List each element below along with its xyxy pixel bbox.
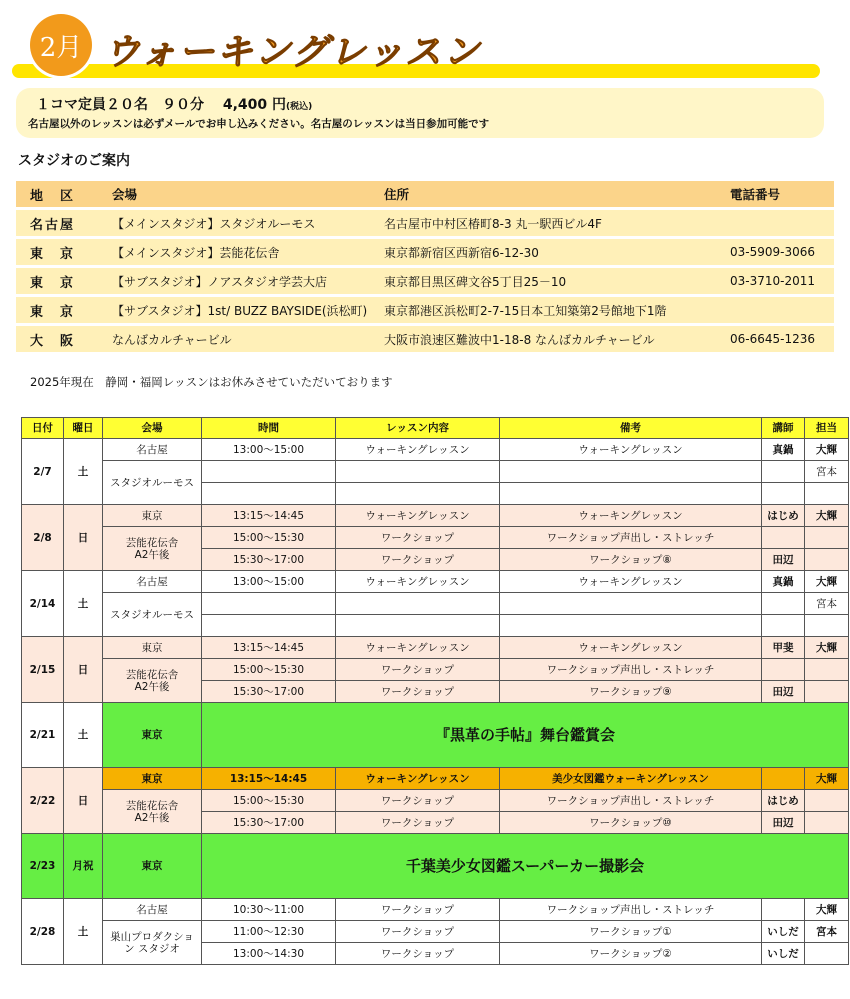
table-row (22, 834, 849, 899)
remarks: ワークショップ声出し・ストレッチ (500, 527, 762, 549)
table-row (22, 703, 849, 768)
day: 日 (64, 768, 103, 834)
col-staff: 担当 (805, 418, 849, 439)
lesson: ワークショップ (336, 681, 500, 703)
instructor: 真鍋 (762, 571, 805, 593)
venue: スタジオルーモス (103, 461, 202, 505)
instructor: いしだ (762, 943, 805, 965)
time: 15:00～15:30 (202, 659, 336, 681)
instructor: 真鍋 (762, 439, 805, 461)
date: 2/21 (22, 703, 64, 768)
col-venue: 会場 (112, 181, 384, 207)
staff: 宮本 (805, 921, 849, 943)
col-venue: 会場 (103, 418, 202, 439)
city: 東京 (103, 637, 202, 659)
address: 東京都港区浜松町2-7-15日本工知築第2号館地下1階 (384, 297, 730, 323)
day: 土 (64, 439, 103, 505)
date: 2/23 (22, 834, 64, 899)
schedule-table (21, 417, 849, 965)
phone: 03-3710-2011 (730, 268, 834, 294)
day: 土 (64, 899, 103, 965)
area: 東 京 (16, 239, 112, 265)
col-date: 日付 (22, 418, 64, 439)
staff: 大輝 (805, 505, 849, 527)
venue: 芸能花伝舎 A2午後 (103, 527, 202, 571)
time: 15:00～15:30 (202, 790, 336, 812)
date: 2/22 (22, 768, 64, 834)
venue: 芸能花伝舎 A2午後 (103, 659, 202, 703)
instructor: はじめ (762, 505, 805, 527)
closure-note: 2025年現在 静岡・福岡レッスンはお休みさせていただいております (30, 375, 393, 389)
table-row (22, 593, 849, 615)
venue: 【メインスタジオ】芸能花伝舎 (112, 239, 384, 265)
table-row (22, 921, 849, 943)
time: 15:00～15:30 (202, 527, 336, 549)
staff: 大輝 (805, 768, 849, 790)
remarks: ウォーキングレッスン (500, 571, 762, 593)
city: 名古屋 (103, 439, 202, 461)
remarks: ワークショップ⑨ (500, 681, 762, 703)
col-day: 曜日 (64, 418, 103, 439)
lesson: ワークショップ (336, 921, 500, 943)
day: 土 (64, 571, 103, 637)
city: 東京 (103, 834, 202, 899)
time: 15:30～17:00 (202, 681, 336, 703)
venue: なんばカルチャービル (112, 326, 384, 352)
table-row (22, 571, 849, 593)
application-note: 名古屋以外のレッスンは必ずメールでお申し込みください。名古屋のレッスンは当日参加可能です (28, 118, 490, 130)
remarks: ウォーキングレッスン (500, 505, 762, 527)
studio-header-row (16, 181, 834, 207)
address: 大阪市浪速区難波中1-18-8 なんばカルチャービル (384, 326, 730, 352)
phone: 03-5909-3066 (730, 239, 834, 265)
table-row (22, 439, 849, 461)
studio-table (16, 178, 834, 355)
date: 2/15 (22, 637, 64, 703)
col-lesson: レッスン内容 (336, 418, 500, 439)
col-instructor: 講師 (762, 418, 805, 439)
lesson: ワークショップ (336, 527, 500, 549)
event-title: 『黒革の手帖』舞台鑑賞会 (202, 703, 849, 768)
lesson: ウォーキングレッスン (336, 571, 500, 593)
studio-row (16, 268, 834, 294)
studio-heading: スタジオのご案内 (18, 153, 130, 169)
time: 10:30～11:00 (202, 899, 336, 921)
venue: 【サブスタジオ】1st/ BUZZ BAYSIDE(浜松町) (112, 297, 384, 323)
month-badge: 2月 (30, 14, 92, 76)
remarks: ワークショップ声出し・ストレッチ (500, 790, 762, 812)
instructor: いしだ (762, 921, 805, 943)
staff: 大輝 (805, 571, 849, 593)
lesson: ワークショップ (336, 549, 500, 571)
date: 2/14 (22, 571, 64, 637)
phone: 06-6645-1236 (730, 326, 834, 352)
col-remarks: 備考 (500, 418, 762, 439)
instructor: 甲斐 (762, 637, 805, 659)
staff: 宮本 (805, 593, 849, 615)
lesson: ウォーキングレッスン (336, 505, 500, 527)
tax-label: (税込) (286, 102, 313, 112)
time: 15:30～17:00 (202, 549, 336, 571)
venue: スタジオルーモス (103, 593, 202, 637)
staff: 大輝 (805, 637, 849, 659)
phone (730, 297, 834, 323)
city: 東京 (103, 768, 202, 790)
date: 2/7 (22, 439, 64, 505)
address: 東京都新宿区西新宿6-12-30 (384, 239, 730, 265)
remarks: ワークショップ声出し・ストレッチ (500, 659, 762, 681)
studio-row (16, 297, 834, 323)
lesson: ワークショップ (336, 812, 500, 834)
time: 13:00～15:00 (202, 571, 336, 593)
city: 東京 (103, 505, 202, 527)
table-row (22, 790, 849, 812)
address: 名古屋市中村区椿町8-3 丸一駅西ビル4F (384, 210, 730, 236)
venue: 【サブスタジオ】ノアスタジオ学芸大店 (112, 268, 384, 294)
info-box (16, 88, 824, 138)
date: 2/8 (22, 505, 64, 571)
lesson: ワークショップ (336, 659, 500, 681)
phone (730, 210, 834, 236)
area: 東 京 (16, 268, 112, 294)
table-row (22, 461, 849, 483)
col-time: 時間 (202, 418, 336, 439)
staff: 大輝 (805, 439, 849, 461)
staff: 大輝 (805, 899, 849, 921)
lesson: ウォーキングレッスン (336, 768, 500, 790)
day: 土 (64, 703, 103, 768)
table-row (22, 659, 849, 681)
studio-row (16, 210, 834, 236)
city: 名古屋 (103, 899, 202, 921)
remarks: ワークショップ⑩ (500, 812, 762, 834)
table-row (22, 527, 849, 549)
instructor: 田辺 (762, 681, 805, 703)
page-title: ウォーキングレッスン (104, 32, 482, 73)
lesson: ウォーキングレッスン (336, 637, 500, 659)
instructor: 田辺 (762, 812, 805, 834)
time: 13:00～14:30 (202, 943, 336, 965)
remarks: ワークショップ⑧ (500, 549, 762, 571)
date: 2/28 (22, 899, 64, 965)
lesson: ウォーキングレッスン (336, 439, 500, 461)
instructor: 田辺 (762, 549, 805, 571)
time: 13:15～14:45 (202, 768, 336, 790)
col-area: 地 区 (16, 181, 112, 207)
remarks: ワークショップ② (500, 943, 762, 965)
remarks: ウォーキングレッスン (500, 439, 762, 461)
remarks: ワークショップ声出し・ストレッチ (500, 899, 762, 921)
time: 13:15～14:45 (202, 637, 336, 659)
staff: 宮本 (805, 461, 849, 483)
instructor: はじめ (762, 790, 805, 812)
studio-row (16, 239, 834, 265)
area: 名古屋 (16, 210, 112, 236)
time: 13:00～15:00 (202, 439, 336, 461)
capacity-price: １コマ定員２０名 ９０分 4,400 円(税込) (36, 97, 313, 113)
time: 11:00～12:30 (202, 921, 336, 943)
area: 東 京 (16, 297, 112, 323)
table-row (22, 899, 849, 921)
remarks: ウォーキングレッスン (500, 637, 762, 659)
lesson: ワークショップ (336, 943, 500, 965)
city: 東京 (103, 703, 202, 768)
studio-row (16, 326, 834, 352)
table-row (22, 768, 849, 790)
event-title: 千葉美少女図鑑スーパーカー撮影会 (202, 834, 849, 899)
time: 13:15～14:45 (202, 505, 336, 527)
table-row (22, 637, 849, 659)
table-row (22, 505, 849, 527)
lesson: ワークショップ (336, 899, 500, 921)
venue: 芸能花伝舎 A2午後 (103, 790, 202, 834)
col-address: 住所 (384, 181, 730, 207)
col-phone: 電話番号 (730, 181, 834, 207)
day: 月祝 (64, 834, 103, 899)
time: 15:30～17:00 (202, 812, 336, 834)
lesson: ワークショップ (336, 790, 500, 812)
remarks: ワークショップ① (500, 921, 762, 943)
venue: 【メインスタジオ】スタジオルーモス (112, 210, 384, 236)
day: 日 (64, 505, 103, 571)
remarks: 美少女図鑑ウォーキングレッスン (500, 768, 762, 790)
page-header (0, 0, 850, 82)
address: 東京都目黒区碑文谷5丁目25－10 (384, 268, 730, 294)
area: 大 阪 (16, 326, 112, 352)
day: 日 (64, 637, 103, 703)
schedule-header-row (22, 418, 849, 439)
city: 名古屋 (103, 571, 202, 593)
venue: 巣山プロダクショ ン スタジオ (103, 921, 202, 965)
